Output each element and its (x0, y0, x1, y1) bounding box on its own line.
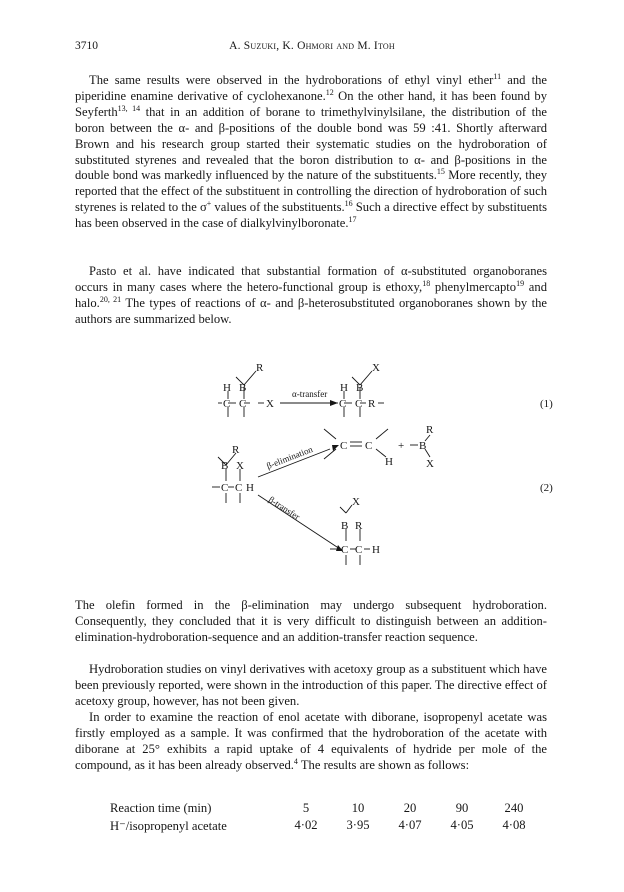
atom-b: B (341, 520, 349, 532)
atom-c: C (223, 398, 231, 410)
paragraph-1: The same results were observed in the hydroborations of ethyl vinyl ether$^{11}$ and the piperidine enamine derivative of cyclohexanone.$^{12}$ On the other hand, it has been found by Seyferth$^{13, 14}$ that in an addition of borane to trimethylvinylsilane, the distribution of the boron between the α- and β-positions of the double bond was 59 :41. Shortly afterward Brown and his research group started their systematic studies on the hydroboration of substituted styrenes and revealed that the boron distribution to α- and β-positions in the double bond was markedly influenced by the nature of the substituents.$^{15}$ More recently, they reported that the effect of the substituent in controlling the direction of hydroboration of such styrenes is related to the σ+ values of the substituents.$^{16}$ Such a directive effect by substituents has been observed in the case of dialkylvinylboronate.$^{17}$ (75, 71, 548, 231)
header-authors: A. Suzuki, K. Ohmori and M. Itoh (229, 40, 395, 52)
table-cell: 4·05 (450, 818, 474, 832)
atom-c: C (355, 544, 363, 556)
atom-c: C (339, 398, 347, 410)
atom-h: H (385, 456, 393, 468)
substituent-x: X (266, 398, 274, 410)
atom-h: H (246, 482, 254, 494)
atom-c: C (235, 482, 243, 494)
table-cell: 4·08 (502, 818, 526, 832)
table-cell: 4·07 (398, 818, 422, 832)
table-cell: 4·02 (294, 818, 318, 832)
substituent-r: R (426, 424, 434, 436)
substituent-x: X (352, 496, 360, 508)
substituent-x: X (236, 460, 244, 472)
atom-c: C (221, 482, 229, 494)
atom-h: H (223, 382, 231, 394)
atom-b: B (356, 382, 364, 394)
atom-c: C (340, 440, 348, 452)
row-label: H⁻/isopropenyl acetate (110, 818, 227, 833)
table-cell: 3·95 (346, 818, 370, 832)
table-cell: 10 (351, 801, 365, 815)
table-row (110, 817, 540, 834)
table-cell: 20 (403, 801, 417, 815)
paragraph-5: In order to examine the reaction of enol acetate with diborane, isopropenyl acetate was firstly employed as a sample. It was confirmed that the hydroboration of the acetate with diborane at 25° exhibits a rapid uptake of 4 equivalents of hydride per mole of the compound, as it has been already observed.$^4$ The results are shown as follows: (75, 710, 547, 772)
atom-b: B (419, 440, 427, 452)
paragraph-3: The olefin formed in the β-elimination may undergo subsequent hydroboration. Consequently, they concluded that it is very difficult to distinguish between an addition-elimination-hydroboration-sequence and an addition-transfer reaction sequence. (75, 598, 547, 644)
equation-number-1: (1) (540, 398, 553, 410)
substituent-r: R (355, 520, 363, 532)
atom-c: C (365, 440, 373, 452)
alpha-transfer-label: α-transfer (292, 389, 328, 399)
running-header (0, 40, 624, 60)
atom-h: H (372, 544, 380, 556)
beta-transfer-label: β-transfer (266, 494, 302, 522)
table-cell: 90 (455, 801, 469, 815)
results-table (110, 800, 540, 834)
page-number: 3710 (75, 40, 98, 52)
plus-sign: + (398, 440, 405, 452)
atom-h: H (340, 382, 348, 394)
atom-c: C (355, 398, 363, 410)
atom-c: C (239, 398, 247, 410)
atom-b: B (239, 382, 247, 394)
table-row (110, 800, 540, 817)
table-cell: 5 (302, 801, 310, 815)
substituent-r: R (232, 444, 240, 456)
atom-b: B (221, 460, 229, 472)
reaction-scheme (0, 345, 624, 585)
substituent-r: R (256, 362, 264, 374)
paragraph-2: Pasto et al. have indicated that substantial formation of α-substituted organoboranes occurs in many cases where the hetero-functional group is ethoxy,$^{18}$ phenylmercapto$^{19}$ and halo.$^{20, 21}$ The types of reactions of α- and β-heterosubstituted organoboranes shown by the authors are summarized below. (75, 264, 548, 326)
row-label: Reaction time (min) (110, 801, 212, 815)
atom-c: C (341, 544, 349, 556)
beta-elimination-label: β-elimination (265, 444, 315, 471)
table-cell: 240 (504, 801, 524, 815)
paragraph-4: Hydroboration studies on vinyl derivatives with acetoxy group as a substituent which have been previously reported, were shown in the introduction of this paper. The directive effect of acetoxy group, however, has not been given. (75, 662, 547, 708)
substituent-x: X (426, 458, 434, 470)
substituent-x: X (372, 362, 380, 374)
substituent-r: R (368, 398, 376, 410)
equation-number-2: (2) (540, 482, 553, 494)
